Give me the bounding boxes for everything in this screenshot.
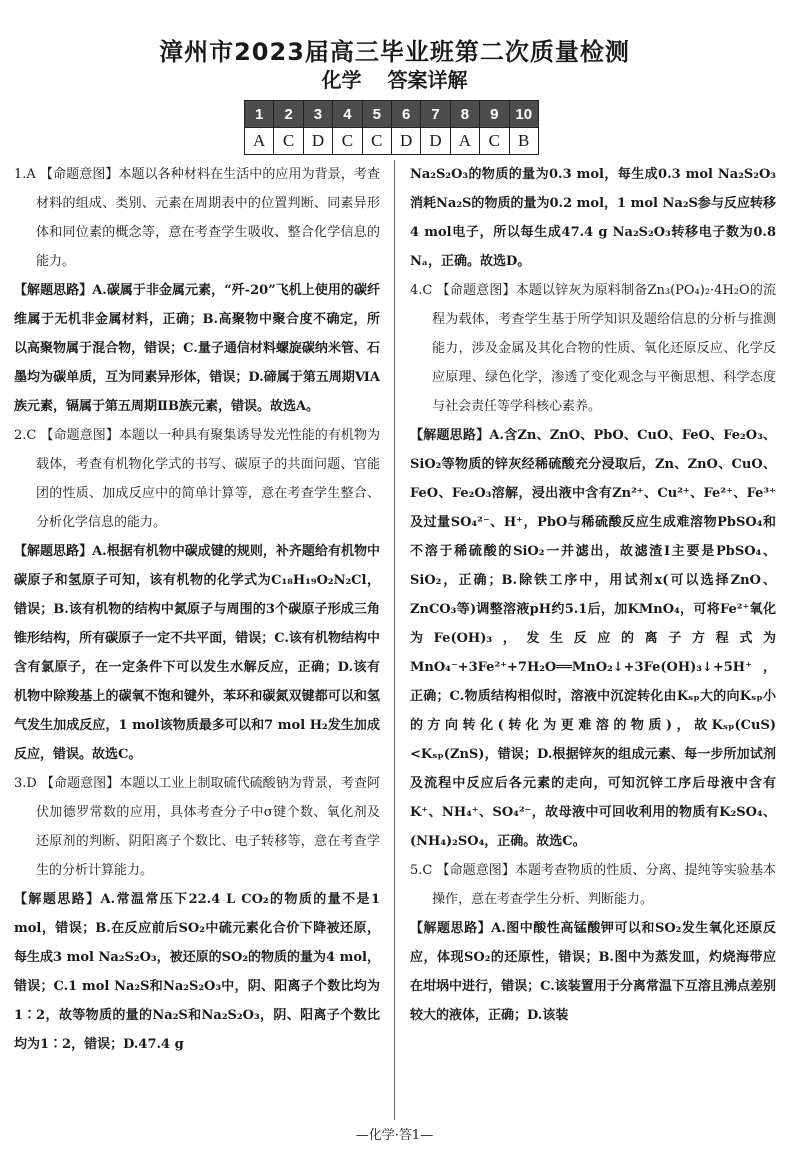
solution-paragraph: Na₂S₂O₃的物质的量为0.3 mol，每生成0.3 mol Na₂S₂O₃消耗Na₂S的物质的量为0.2 mol，1 mol Na₂S参与反应转移4 mol电子，所以每生成47.4 g Na₂S₂O₃转移电子数为0.8 Nₐ，正确。故选D。	[410, 167, 776, 269]
solution-paragraph: 【解题思路】A.碳属于非金属元素，“歼-20”飞机上使用的碳纤维属于无机非金属材料，正确；B.高聚物中聚合度不确定，所以高聚物属于混合物，错误；C.量子通信材料螺旋碳纳米管、石墨均为碳单质，互为同素异形体，错误；D.碲属于第五周期ⅥA族元素，镉属于第五周期ⅡB族元素，错误。故选A。	[14, 283, 380, 414]
answer-cell: C	[333, 128, 362, 155]
answer-table	[244, 100, 539, 155]
answer-cell: C	[362, 128, 391, 155]
page-subtitle	[0, 64, 789, 93]
answer-cell: A	[450, 128, 479, 155]
solution-paragraph: 【解题思路】A.含Zn、ZnO、PbO、CuO、FeO、Fe₂O₃、SiO₂等物质的锌灰经稀硫酸充分浸取后，Zn、ZnO、CuO、FeO、Fe₂O₃溶解，浸出液中含有Zn²⁺、Cu²⁺、Fe²⁺、Fe³⁺及过量SO₄²⁻、H⁺，PbO与稀硫酸反应生成难溶物PbSO₄和不溶于稀硫酸的SiO₂一并滤出，故滤渣Ⅰ主要是PbSO₄、SiO₂，正确；B.除铁工序中，用试剂x(可以选择ZnO、ZnCO₃等)调整溶液pH约5.1后，加KMnO₄，可将Fe²⁺氧化为Fe(OH)₃，发生反应的离子方程式为MnO₄⁻+3Fe²⁺+7H₂O══MnO₂↓+3Fe(OH)₃↓+5H⁺，正确；C.物质结构相似时，溶液中沉淀转化由Kₛₚ大的向Kₛₚ小的方向转化(转化为更难溶的物质)，故Kₛₚ(CuS)<Kₛₚ(ZnS)，错误；D.根据锌灰的组成元素、每一步所加试剂及流程中反应后各元素的走向，可知沉锌工序后母液中含有K⁺、NH₄⁺、SO₄²⁻，故母液中可回收利用的物质有K₂SO₄、(NH₄)₂SO₄，正确。故选C。	[410, 428, 776, 849]
question-intent-paragraph: 4.C 【命题意图】本题以锌灰为原料制备Zn₃(PO₄)₂·4H₂O的流程为载体，考查学生基于所学知识及题给信息的分析与推测能力，涉及金属及其化合物的性质、氧化还原反应、化学反应原理、绿色化学，渗透了变化观念与平衡思想、科学态度与社会责任等学科核心素养。	[410, 283, 776, 414]
question-number-cell: 7	[421, 101, 450, 128]
subtitle-label: 答案详解	[387, 68, 468, 92]
question-number-cell: 5	[362, 101, 391, 128]
solution-paragraph: 【解题思路】A.图中酸性高锰酸钾可以和SO₂发生氧化还原反应，体现SO₂的还原性，错误；B.图中为蒸发皿，灼烧海带应在坩埚中进行，错误；C.该装置用于分离常温下互溶且沸点差别较大的液体，正确；D.该装	[410, 921, 776, 1023]
right-column	[410, 160, 776, 1030]
page-footer: —化学·答1—	[355, 1128, 434, 1143]
question-intent-paragraph: 1.A 【命题意图】本题以各种材料在生活中的应用为背景，考查材料的组成、类别、元素在周期表中的位置判断、同素异形体和同位素的概念等，意在考查学生吸收、整合化学信息的能力。	[14, 167, 380, 269]
question-number-cell: 10	[509, 101, 538, 128]
solution-paragraph: 【解题思路】A.根据有机物中碳成键的规则，补齐题给有机物中碳原子和氢原子可知，该有机物的化学式为C₁₈H₁₉O₂N₂Cl，错误；B.该有机物的结构中氮原子与周围的3个碳原子形成三角锥形结构，所有碳原子一定不共平面，错误；C.该有机物结构中含有氯原子，在一定条件下可以发生水解反应，正确；D.该有机物中除羧基上的碳氧不饱和键外，苯环和碳氮双键都可以和氢气发生加成反应，1 mol该物质最多可以和7 mol H₂发生加成反应，错误。故选C。	[14, 544, 380, 762]
answer-cell: D	[391, 128, 420, 155]
answer-cell: A	[245, 128, 274, 155]
question-intent-paragraph: 2.C 【命题意图】本题以一种具有聚集诱导发光性能的有机物为载体，考查有机物化学式的书写、碳原子的共面问题、官能团的性质、加成反应中的简单计算等，意在考查学生整合、分析化学信息的能力。	[14, 428, 380, 530]
answer-table-answer-row	[245, 128, 539, 155]
question-number-cell: 2	[274, 101, 303, 128]
column-divider	[394, 160, 395, 1120]
question-number-cell: 3	[303, 101, 332, 128]
question-number-cell: 8	[450, 101, 479, 128]
answer-cell: D	[303, 128, 332, 155]
question-number-cell: 1	[245, 101, 274, 128]
answer-table-header-row	[245, 101, 539, 128]
answer-cell: C	[274, 128, 303, 155]
left-column	[14, 160, 380, 1059]
question-intent-paragraph: 5.C 【命题意图】本题考查物质的性质、分离、提纯等实验基本操作，意在考查学生分析、判断能力。	[410, 863, 776, 907]
answer-cell: D	[421, 128, 450, 155]
question-number-cell: 4	[333, 101, 362, 128]
question-number-cell: 9	[480, 101, 509, 128]
page-title: 漳州市2023届高三毕业班第二次质量检测	[159, 38, 630, 66]
answer-cell: B	[509, 128, 538, 155]
question-number-cell: 6	[391, 101, 420, 128]
question-intent-paragraph: 3.D 【命题意图】本题以工业上制取硫代硫酸钠为背景，考查阿伏加德罗常数的应用，具体考查分子中σ键个数、氧化剂及还原剂的判断、阴阳离子个数比、电子转移等，意在考查学生的分析计算能力。	[14, 776, 380, 878]
answer-cell: C	[480, 128, 509, 155]
subject-label: 化学	[321, 68, 362, 92]
solution-paragraph: 【解题思路】A.常温常压下22.4 L CO₂的物质的量不是1 mol，错误；B.在反应前后SO₂中硫元素化合价下降被还原，每生成3 mol Na₂S₂O₃，被还原的SO₂的物质的量为4 mol，错误；C.1 mol Na₂S和Na₂S₂O₃中，阴、阳离子个数比均为1∶2，故等物质的量的Na₂S和Na₂S₂O₃，阴、阳离子个数比均为1∶2，错误；D.47.4 g	[14, 892, 380, 1052]
